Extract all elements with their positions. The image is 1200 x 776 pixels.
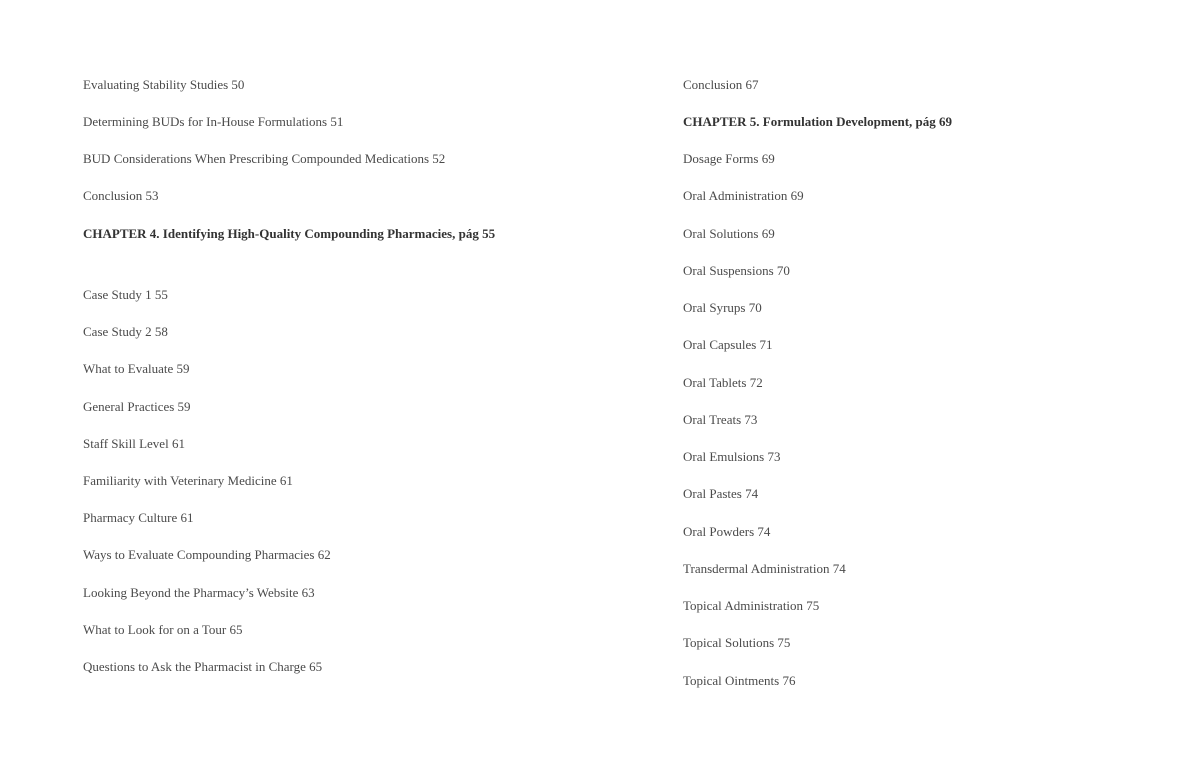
toc-entry: Oral Suspensions 70 [683,263,790,278]
toc-entry: Case Study 2 58 [83,324,168,339]
toc-entry: Questions to Ask the Pharmacist in Charge 65 [83,659,323,674]
toc-entry: What to Look for on a Tour 65 [83,622,243,637]
toc-entry: Topical Administration 75 [683,598,820,613]
toc-entry: Familiarity with Veterinary Medicine 61 [83,473,293,488]
toc-entry: BUD Considerations When Prescribing Compounded Medications 52 [83,151,446,166]
toc-entry: Staff Skill Level 61 [83,436,185,451]
toc-entry: Oral Capsules 71 [683,337,773,352]
toc-entry: Oral Powders 74 [683,524,771,539]
toc-chapter-heading: CHAPTER 5. Formulation Development, pág 69 [683,114,953,129]
toc-entry: Oral Solutions 69 [683,226,775,241]
toc-entry: Looking Beyond the Pharmacy’s Website 63 [83,585,315,600]
toc-entry: Oral Pastes 74 [683,486,759,501]
toc-entry: Dosage Forms 69 [683,151,775,166]
toc-chapter-heading: CHAPTER 4. Identifying High-Quality Compounding Pharmacies, pág 55 [83,226,496,241]
toc-entry: Topical Solutions 75 [683,635,791,650]
toc-entry: Topical Ointments 76 [683,673,796,688]
toc-entry: Oral Tablets 72 [683,375,763,390]
toc-entry: Conclusion 67 [683,77,759,92]
toc-entry: Oral Treats 73 [683,412,758,427]
toc-entry: Determining BUDs for In-House Formulations 51 [83,114,344,129]
toc-entry: General Practices 59 [83,399,191,414]
toc-entry: Oral Syrups 70 [683,300,762,315]
toc-entry: Evaluating Stability Studies 50 [83,77,245,92]
toc-entry: Conclusion 53 [83,188,159,203]
toc-entry: Oral Administration 69 [683,188,804,203]
toc-entry: Pharmacy Culture 61 [83,510,194,525]
toc-entry: Transdermal Administration 74 [683,561,846,576]
toc-entry: Ways to Evaluate Compounding Pharmacies 62 [83,547,331,562]
toc-entry: Oral Emulsions 73 [683,449,781,464]
toc-entry: Case Study 1 55 [83,287,168,302]
toc-entry: What to Evaluate 59 [83,361,190,376]
